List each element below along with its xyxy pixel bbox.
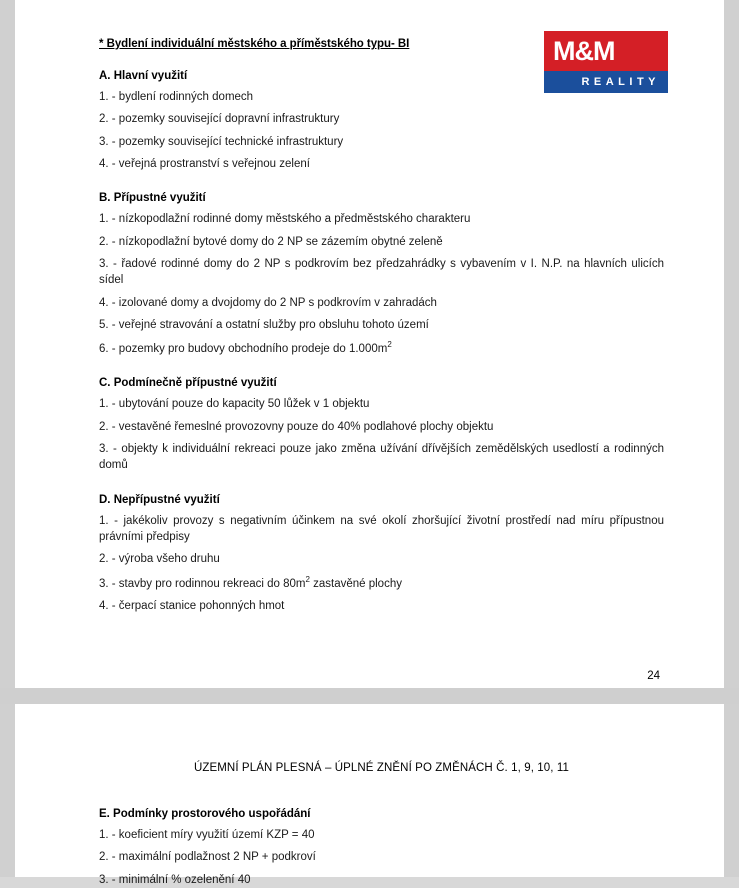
section-c [99,377,664,473]
section-b-item-5: 5. - veřejné stravování a ostatní služby pro obsluhu tohoto území [99,318,429,331]
section-d-item-2: 2. - výroba všeho druhu [99,553,220,566]
section-a-item-1: 1. - bydlení rodinných domech [99,91,254,103]
section-d [99,494,664,614]
section-e-item-3: 3. - minimální % ozelenění 40 [99,873,251,886]
section-a-item-4: 4. - veřejná prostranství s veřejnou zelení [99,157,310,170]
logo-brand-text: M&M [553,36,615,66]
section-b-item-1: 1. - nízkopodlažní rodinné domy městského a předměstského charakteru [99,213,471,226]
running-header: ÚZEMNÍ PLÁN PLESNÁ – ÚPLNÉ ZNĚNÍ PO ZMĚNÁCH Č. 1, 9, 10, 11 [193,762,570,774]
section-c-item-3: 3. - objekty k individuální rekreaci pouze jako změna užívání dřívějších zemědělských usedlostí a rodinných domů [99,443,664,472]
section-b-item-3: 3. - řadové rodinné domy do 2 NP s podkrovím bez předzahrádky s vybavením v I. N.P. na hlavních ulicích sídel [99,257,664,287]
section-b-heading: B. Přípustné využití [99,192,206,205]
section-a-heading: A. Hlavní využití [99,70,188,82]
section-d-item-1: 1. - jakékoliv provozy s negativním účinkem na své okolí zhoršující životní prostředí nad míru přípustnou právními předpisy [99,514,664,544]
section-e-heading: E. Podmínky prostorového uspořádání [99,808,311,820]
section-e-item-1: 1. - koeficient míry využití území KZP = 40 [99,829,315,841]
section-c-heading: C. Podmínečně přípustné využití [99,377,277,390]
section-c-item-2: 2. - vestavěné řemeslné provozovny pouze do 40% podlahové plochy objektu [99,420,494,433]
logo-top-band [544,31,668,71]
section-b [99,192,664,357]
document-page-1 [15,0,724,688]
page-separator [0,688,739,704]
section-e-item-2: 2. - maximální podlažnost 2 NP + podkroví [99,851,316,864]
section-d-item-3: 3. - stavby pro rodinnou rekreaci do $80m^2$ zastavěné plochy [99,574,402,590]
section-a-item-2: 2. - pozemky související dopravní infrastruktury [99,113,340,126]
section-b-item-6: 6. - pozemky pro budovy obchodního prodeje do $1.000m^2$ [99,340,392,356]
section-e [99,808,664,888]
page-title: * Bydlení individuální městského a příměstského typu- BI [99,38,410,50]
logo-bottom-band [544,71,668,93]
section-d-item-4: 4. - čerpací stanice pohonných hmot [99,599,285,612]
document-page-2 [15,704,724,886]
section-c-item-1: 1. - ubytování pouze do kapacity 50 lůžek v 1 objektu [99,398,370,411]
section-b-item-4: 4. - izolované domy a dvojdomy do 2 NP s podkrovím v zahradách [99,296,437,309]
section-b-item-2: 2. - nízkopodlažní bytové domy do 2 NP se zázemím obytné zeleně [99,235,443,248]
section-a-item-3: 3. - pozemky související technické infrastruktury [99,135,344,148]
page-number: 24 [647,670,660,683]
mm-reality-logo [544,31,668,93]
section-d-heading: D. Nepřípustné využití [99,493,220,506]
logo-tagline-text: REALITY [581,76,660,88]
